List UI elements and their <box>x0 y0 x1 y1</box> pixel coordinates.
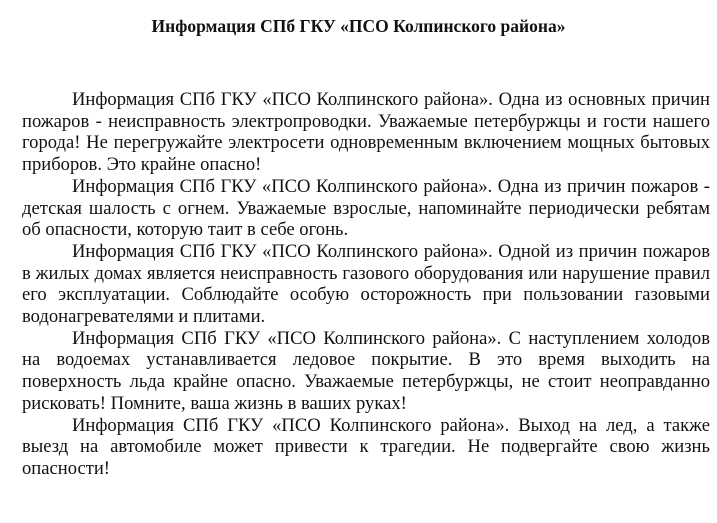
paragraph-electrical-wiring: Информация СПб ГКУ «ПСО Колпинского района». Одна из основных причин пожаров - неисправность электропроводки. Уважаемые петербуржцы и гости нашего города! Не перегружайте электросети одновременным включением мощных бытовых приборов. Это крайне опасно! <box>22 89 710 176</box>
paragraph-gas-equipment: Информация СПб ГКУ «ПСО Колпинского района». Одной из причин пожаров в жилых домах является неисправность газового оборудования или нарушение правил его эксплуатации. Соблюдайте особую осторожность при пользовании газовыми водонагревателями и плитами. <box>22 240 710 328</box>
paragraph-ice-vehicle: Информация СПб ГКУ «ПСО Колпинского района». Выход на лед, а также выезд на автомобиле может привести к трагедии. Не подвергайте свою жизнь опасности! <box>22 414 710 479</box>
paragraph-children-fire: Информация СПб ГКУ «ПСО Колпинского района». Одна из причин пожаров - детская шалость с огнем. Уважаемые взрослые, напоминайте периодически ребятам об опасности, которую таит в себе огонь. <box>22 175 710 241</box>
document-title: Информация СПб ГКУ «ПСО Колпинского района» <box>151 16 566 36</box>
document-body <box>22 89 710 480</box>
paragraph-ice-danger: Информация СПб ГКУ «ПСО Колпинского района». С наступлением холодов на водоемах устанавливается ледовое покрытие. В это время выходить на поверхность льда крайне опасно. Уважаемые петербуржцы, не стоит неоправданно рисковать! Помните, ваша жизнь в ваших руках! <box>22 327 710 414</box>
